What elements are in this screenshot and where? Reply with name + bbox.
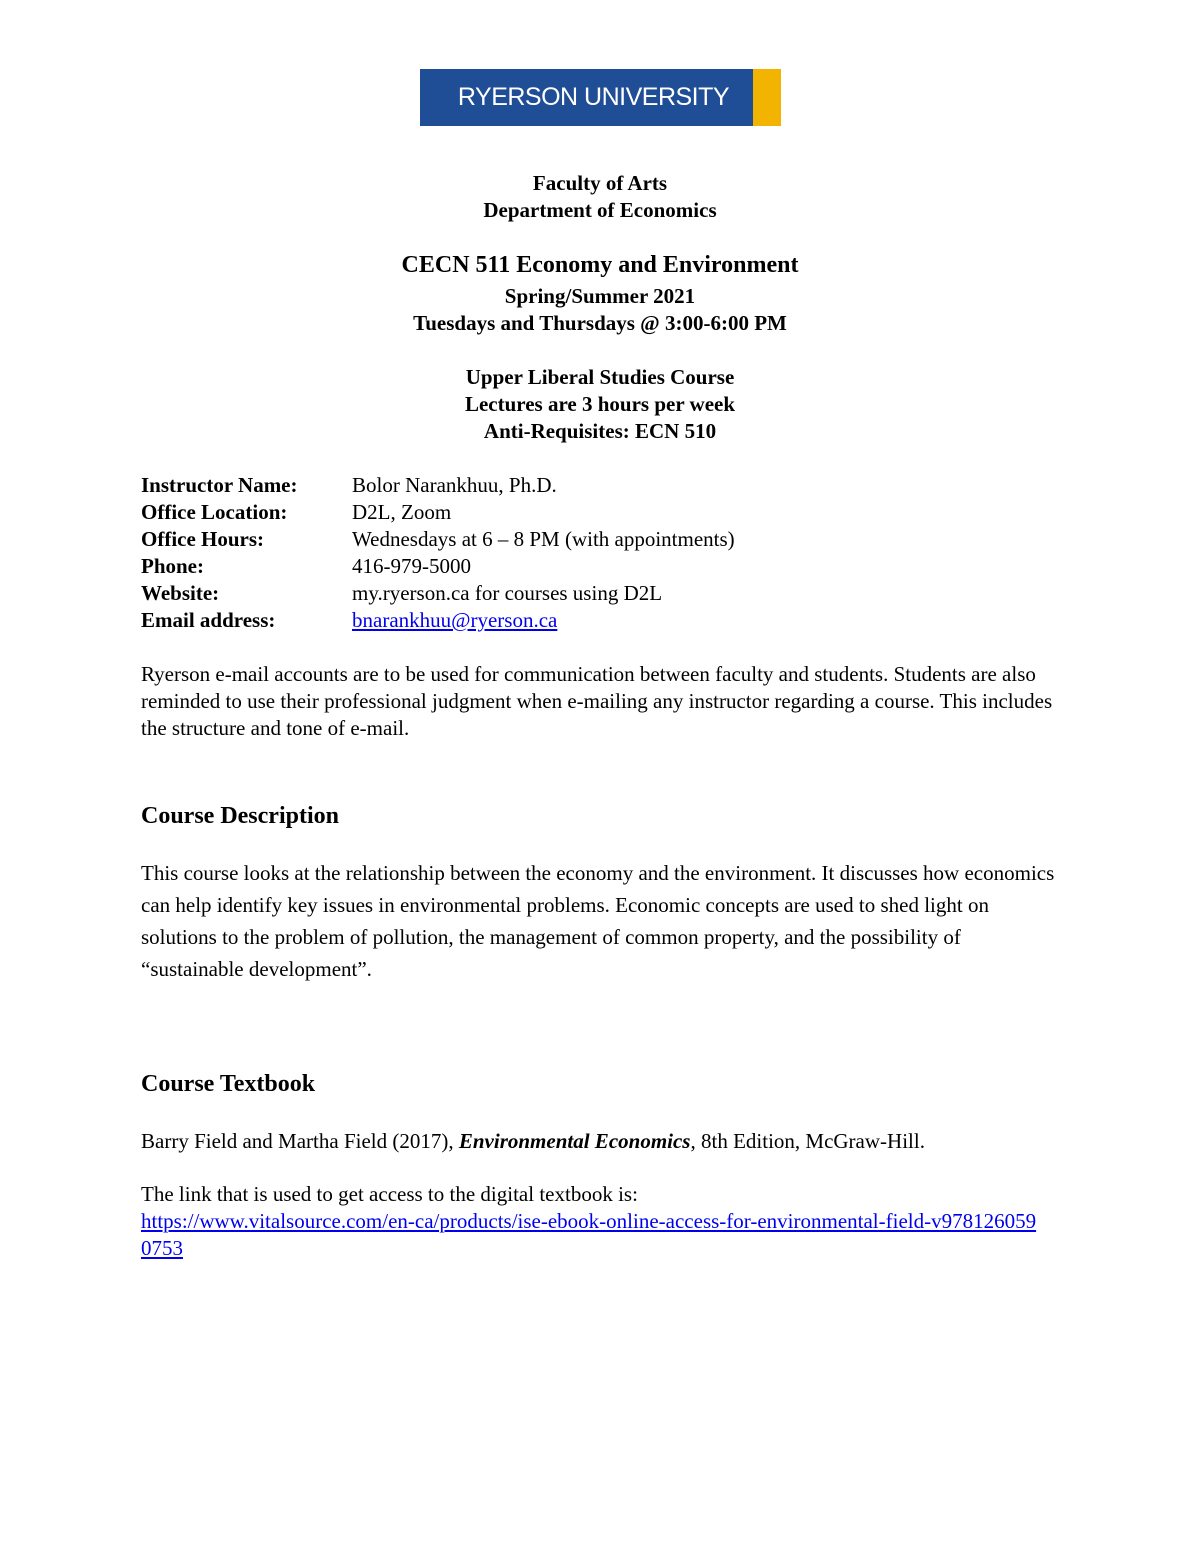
instructor-info-table xyxy=(141,472,735,634)
info-label: Email address: xyxy=(141,608,276,632)
lecture-hours: Lectures are 3 hours per week xyxy=(464,392,736,416)
info-row-email xyxy=(141,607,735,634)
department-name: Department of Economics xyxy=(483,198,717,222)
info-row-website xyxy=(141,580,735,607)
logo-gold-block xyxy=(753,69,781,126)
info-value: my.ryerson.ca for courses using D2L xyxy=(352,581,663,605)
course-term: Spring/Summer 2021 xyxy=(504,284,696,308)
info-value: Bolor Narankhuu, Ph.D. xyxy=(352,473,557,497)
citation-edition: , 8th Edition, McGraw-Hill. xyxy=(690,1129,925,1153)
anti-requisites: Anti-Requisites: ECN 510 xyxy=(483,419,717,443)
logo-blue-block xyxy=(420,69,753,126)
course-textbook-heading: Course Textbook xyxy=(141,1071,316,1097)
info-value: Wednesdays at 6 – 8 PM (with appointments) xyxy=(352,527,735,551)
textbook-link-intro: The link that is used to get access to the digital textbook is: xyxy=(141,1182,638,1206)
info-label: Office Location: xyxy=(141,500,288,524)
faculty-name: Faculty of Arts xyxy=(532,171,668,195)
citation-book-title: Environmental Economics xyxy=(458,1129,691,1153)
course-type: Upper Liberal Studies Course xyxy=(465,365,735,389)
email-policy-paragraph: Ryerson e-mail accounts are to be used for communication between faculty and students. Students are also reminded to use their professional judgment when e-mailing any instructor regarding a course. This includes the structure and tone of e-mail. xyxy=(141,662,1053,740)
course-schedule: Tuesdays and Thursdays @ 3:00-6:00 PM xyxy=(413,311,787,335)
course-description-heading: Course Description xyxy=(141,803,339,829)
email-link[interactable]: bnarankhuu@ryerson.ca xyxy=(352,608,558,632)
textbook-citation xyxy=(141,1128,1061,1155)
info-label: Office Hours: xyxy=(141,527,265,551)
course-description-body: This course looks at the relationship between the economy and the environment. It discusses how economics can help identify key issues in environmental problems. Economic concepts are used to shed light on solutions to the problem of pollution, the management of common property, and the possibility of “sustainable development”. xyxy=(141,861,1055,981)
university-logo xyxy=(420,69,781,126)
textbook-link-wrapper xyxy=(141,1208,1041,1262)
info-row-phone xyxy=(141,553,735,580)
info-row-office-location xyxy=(141,499,735,526)
textbook-link[interactable]: https://www.vitalsource.com/en-ca/products/ise-ebook-online-access-for-environmental-field-v9781260590753 xyxy=(141,1209,1037,1260)
info-row-office-hours xyxy=(141,526,735,553)
logo-text: RYERSON UNIVERSITY xyxy=(457,83,730,111)
course-title: CECN 511 Economy and Environment xyxy=(401,252,799,278)
info-value: 416-979-5000 xyxy=(352,554,471,578)
info-label: Website: xyxy=(141,581,220,605)
info-label: Phone: xyxy=(141,554,204,578)
info-label: Instructor Name: xyxy=(141,473,298,497)
info-row-instructor xyxy=(141,472,735,499)
citation-authors: Barry Field and Martha Field (2017), xyxy=(141,1129,459,1153)
info-value: D2L, Zoom xyxy=(352,500,452,524)
